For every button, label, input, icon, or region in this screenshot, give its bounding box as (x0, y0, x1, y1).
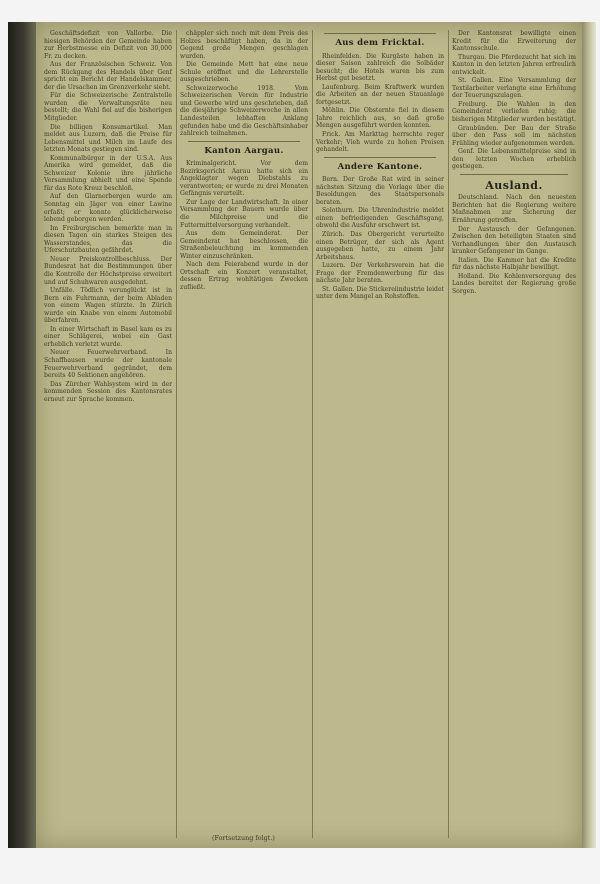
article-paragraph: Rheinfelden. Die Kurgäste haben in dieser Saison zahlreich die Solbäder besucht; die Hotels waren bis zum Herbst gut besetzt. (316, 52, 444, 83)
article-paragraph: Graubünden. Der Bau der Straße über den Pass soll im nächsten Frühling wieder aufgenommen werden. (452, 124, 576, 147)
article-paragraph: chäppler sich noch mit dem Preis des Holzes beschäftigt haben, da in der Gegend große Mengen geschlagen wurden. (180, 30, 308, 60)
newspaper-page (36, 22, 582, 848)
book-binding (8, 22, 36, 848)
article-paragraph: Im Freiburgischen bemerkte man in diesen Tagen ein starkes Steigen des Wasserstandes, das die Uferschutzbauten gefährdet. (44, 224, 172, 255)
article-paragraph: Möhlin. Die Obsternte fiel in diesem Jahre reichlich aus, so daß große Mengen ausgeführt werden konnten. (316, 107, 444, 130)
article-paragraph: Nach dem Feierabend wurde in der Ortschaft ein Konzert veranstaltet, dessen Ertrag wohltätigen Zwecken zufließt. (180, 261, 308, 291)
article-paragraph: St. Gallen. Die Stickereiindustrie leidet unter dem Mangel an Rohstoffen. (316, 285, 444, 301)
article-paragraph: Aus dem Gemeinderat. Der Gemeinderat hat beschlossen, die Straßenbeleuchtung im kommenden Winter einzuschränken. (180, 230, 308, 260)
article-paragraph: Für die Schweizerische Zentralstelle wurden die Verwaltungsräte neu bestellt; die Wahl fiel auf die bisherigen Mitglieder. (44, 92, 172, 123)
column-2 (180, 30, 308, 840)
article-paragraph: Das Zürcher Wahlsystem wird in der kommenden Session des Kantonsrates erneut zur Sprache kommen. (44, 380, 172, 403)
article-paragraph: Freiburg. Die Wahlen in den Gemeinderat verliefen ruhig; die bisherigen Mitglieder wurden bestätigt. (452, 100, 576, 124)
article-paragraph: Thurgau. Die Pferdezucht hat sich im Kanton in den letzten Jahren erfreulich entwickelt. (452, 53, 576, 76)
continuation-note: (Fortsetzung folgt.) (212, 834, 275, 842)
article-paragraph: Kriminalgericht. Vor dem Bezirksgericht Aarau hatte sich ein Angeklagter wegen Diebstahls zu verantworten; er wurde zu drei Monaten Gefängnis verurteilt. (180, 160, 308, 198)
article-paragraph: Unfälle. Tödlich verunglückt ist in Bern ein Fuhrmann, der beim Abladen von einem Wagen stürzte. In Zürich wurde ein Knabe von einem Automobil überfahren. (44, 287, 172, 325)
article-paragraph: Italien. Die Kammer hat die Kredite für das nächste Halbjahr bewilligt. (452, 256, 576, 272)
article-paragraph: Aus der Französischen Schweiz. Von dem Rückgang des Handels über Genf spricht ein Bericht der Handelskammer, der die Ursachen im Grenzverkehr sieht. (44, 61, 172, 91)
article-paragraph: Zürich. Das Obergericht verurteilte einen Betrüger, der sich als Agent ausgegeben hatte, zu einem Jahr Arbeitshaus. (316, 231, 444, 261)
column-rule (176, 30, 177, 838)
article-paragraph: In einer Wirtschaft in Basel kam es zu einer Schlägerei, wobei ein Gast erheblich verletzt wurde. (44, 325, 172, 348)
article-paragraph: Luzern. Der Verkehrsverein hat die Frage der Fremdenwerbung für das nächste Jahr beraten. (316, 262, 444, 285)
article-paragraph: Auf den Glarnerbergen wurde am Sonntag ein Jäger von einer Lawine erfaßt; er konnte glücklicherweise lebend geborgen werden. (44, 193, 172, 224)
article-paragraph: Zur Lage der Landwirtschaft. In einer Versammlung der Bauern wurde über die Milchpreise und die Futtermittelversorgung verhandelt. (180, 198, 308, 229)
section-heading-fricktal: Aus dem Fricktal. (335, 38, 425, 48)
column-rule (312, 30, 313, 838)
article-paragraph: Die Gemeinde Mett hat eine neue Schule eröffnet und die Lehrerstelle ausgeschrieben. (180, 61, 308, 84)
article-paragraph: Frick. Am Markttag herrschte reger Verkehr; Vieh wurde zu hohen Preisen gehandelt. (316, 131, 444, 154)
article-paragraph: Der Austausch der Gefangenen. Zwischen den beteiligten Staaten sind Verhandlungen über den Austausch kranker Gefangener im Gange. (452, 225, 576, 256)
column-rule (448, 30, 449, 838)
article-paragraph: Neuer Feuerwehrverband. In Schaffhausen wurde der kantonale Feuerwehrverband gegründet, dem bereits 40 Sektionen angehören. (44, 349, 172, 380)
section-divider (324, 33, 436, 34)
article-paragraph: Solothurn. Die Uhrenindustrie meldet einen befriedigenden Geschäftsgang, obwohl die Ausfuhr erschwert ist. (316, 207, 444, 230)
section-divider (188, 141, 300, 142)
article-paragraph: St. Gallen. Eine Versammlung der Textilarbeiter verlangte eine Erhöhung der Teuerungszulagen. (452, 77, 576, 100)
column-4 (452, 30, 576, 840)
page-edge (582, 22, 596, 848)
article-paragraph: Kommunalbürger in der U.S.A. Aus Amerika wird gemeldet, daß die Schweizer Kolonie ihre jährliche Versammlung abhielt und eine Spende für das Rote Kreuz beschloß. (44, 154, 172, 192)
section-heading-aargau: Kanton Aargau. (204, 145, 284, 156)
section-heading-ausland: Ausland. (485, 178, 543, 192)
article-paragraph: Schweizerwoche 1918. Vom Schweizerischen Verein für Industrie und Gewerbe wird uns geschrieben, daß die diesjährige Schweizerwoche in allen Landesteilen lebhaften Anklang gefunden habe und die Geschäftsinhaber zahlreich teilnahmen. (180, 84, 308, 138)
section-heading-andere-kantone: Andere Kantone. (337, 161, 423, 172)
article-paragraph: Die billigen Konsumartikel. Man meldet aus Luzern, daß die Preise für Lebensmittel und Milch im Laufe des letzten Monats gestiegen sind. (44, 123, 172, 154)
article-paragraph: Der Kantonsrat bewilligte einen Kredit für die Erweiterung der Kantonsschule. (452, 30, 576, 53)
article-paragraph: Deutschland. Nach den neuesten Berichten hat die Regierung weitere Maßnahmen zur Sicherung der Ernährung getroffen. (452, 194, 576, 225)
article-paragraph: Holland. Die Kohlenversorgung des Landes bereitet der Regierung große Sorgen. (452, 272, 576, 295)
column-1 (44, 30, 172, 840)
column-3 (316, 30, 444, 840)
article-paragraph: Neuer Preiskontrollbeschluss. Der Bundesrat hat die Bestimmungen über die Kontrolle der Höchstpreise erweitert und auf Schuhwaren ausgedehnt. (44, 255, 172, 286)
article-paragraph: Laufenburg. Beim Kraftwerk wurden die Arbeiten an der neuen Stauanlage fortgesetzt. (316, 83, 444, 106)
article-paragraph: Geschäftsdefizit von Vallorbe. Die hiesigen Behörden der Gemeinde haben zur Herbstmesse ein Defizit von 30,000 Fr. zu decken. (44, 30, 172, 60)
article-paragraph: Genf. Die Lebensmittelpreise sind in den letzten Wochen erheblich gestiegen. (452, 148, 576, 171)
section-divider (460, 174, 568, 175)
section-divider (324, 157, 436, 158)
article-paragraph: Bern. Der Große Rat wird in seiner nächsten Sitzung die Vorlage über die Besoldungen des Staatspersonals beraten. (316, 176, 444, 206)
